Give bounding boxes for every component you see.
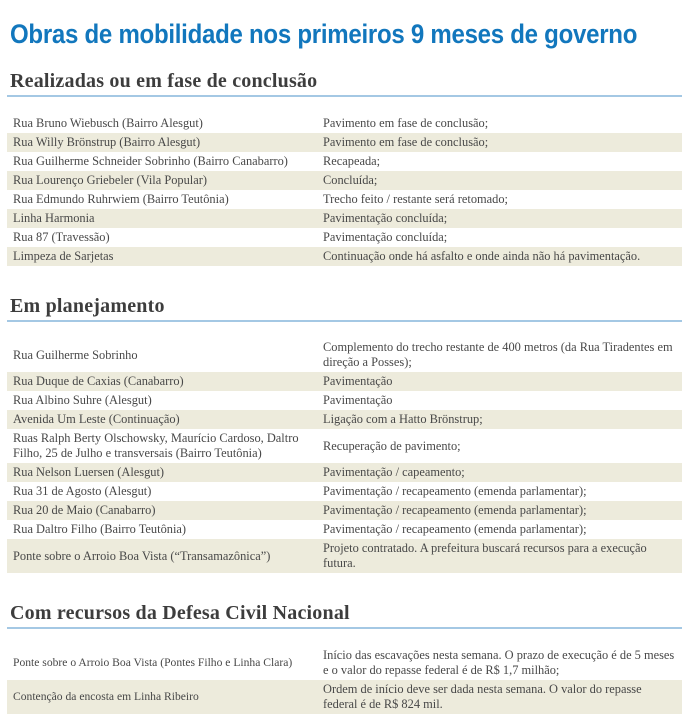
project-name-cell: Rua Guilherme Schneider Sobrinho (Bairro Canabarro)	[13, 153, 288, 168]
project-name-cell: Linha Harmonia	[13, 210, 95, 225]
project-name-cell: Rua Daltro Filho (Bairro Teutônia)	[13, 522, 187, 537]
table-row	[7, 680, 682, 714]
table-row	[7, 171, 682, 190]
project-name-cell: Rua 31 de Agosto (Alesgut)	[13, 484, 152, 499]
section-realizadas	[7, 69, 682, 266]
table-row	[7, 539, 682, 573]
project-name-cell: Rua Duque de Caxias (Canabarro)	[13, 374, 184, 389]
project-status-cell: Pavimentação / capeamento;	[323, 465, 465, 480]
table-row	[7, 209, 682, 228]
project-status-cell: Ligação com a Hatto Brönstrup;	[323, 412, 483, 427]
project-status-cell: Concluída;	[323, 172, 378, 187]
projects-table	[7, 338, 682, 573]
project-name-cell: Rua Albino Suhre (Alesgut)	[13, 393, 152, 408]
project-status-cell: Início das escavações nesta semana. O prazo de execução é de 5 meses e o valor do repasse federal é de R$ 1,7 milhão;	[323, 647, 675, 677]
project-status-cell: Pavimentação concluída;	[323, 229, 448, 244]
project-status-cell: Pavimentação / recapeamento (emenda parlamentar);	[323, 503, 587, 518]
table-row	[7, 410, 682, 429]
project-status-cell: Pavimentação / recapeamento (emenda parlamentar);	[323, 484, 587, 499]
project-status-cell: Recuperação de pavimento;	[323, 438, 461, 453]
project-status-cell: Recapeada;	[323, 153, 381, 168]
project-name-cell: Rua Bruno Wiebusch (Bairro Alesgut)	[13, 115, 203, 130]
project-status-cell: Pavimento em fase de conclusão;	[323, 115, 489, 130]
project-status-cell: Ordem de início deve ser dada nesta semana. O valor do repasse federal é de R$ 824 mil.	[323, 681, 642, 711]
project-name-cell: Rua 20 de Maio (Canabarro)	[13, 503, 156, 518]
table-row	[7, 482, 682, 501]
table-row	[7, 372, 682, 391]
projects-table	[7, 114, 682, 266]
page-title: Obras de mobilidade nos primeiros 9 meses de governo	[10, 19, 638, 49]
project-name-cell: Rua Lourenço Griebeler (Vila Popular)	[13, 172, 207, 187]
table-row	[7, 338, 682, 372]
project-status-cell: Projeto contratado. A prefeitura buscará recursos para a execução futura.	[323, 541, 647, 571]
table-row	[7, 391, 682, 410]
table-row	[7, 247, 682, 266]
project-name-cell: Avenida Um Leste (Continuação)	[13, 412, 180, 427]
project-name-cell: Rua Guilherme Sobrinho	[13, 347, 138, 362]
section-heading: Em planejamento	[7, 294, 682, 322]
project-status-cell: Pavimentação	[323, 374, 393, 389]
project-status-cell: Pavimentação concluída;	[323, 210, 448, 225]
project-status-cell: Trecho feito / restante será retomado;	[323, 191, 508, 206]
project-name-cell: Ponte sobre o Arroio Boa Vista (“Transamazônica”)	[13, 548, 271, 563]
table-row	[7, 228, 682, 247]
project-status-cell: Pavimentação / recapeamento (emenda parlamentar);	[323, 522, 587, 537]
project-status-cell: Pavimento em fase de conclusão;	[323, 134, 489, 149]
project-status-cell: Pavimentação	[323, 393, 393, 408]
section-em-planejamento	[7, 294, 682, 574]
section-heading: Com recursos da Defesa Civil Nacional	[7, 601, 682, 629]
project-name-cell: Ruas Ralph Berty Olschowsky, Maurício Cardoso, Daltro Filho, 25 de Julho e transversais (Bairro Teutônia)	[13, 431, 299, 461]
project-name-cell: Rua 87 (Travessão)	[13, 229, 110, 244]
project-status-cell: Continuação onde há asfalto e onde ainda não há pavimentação.	[323, 248, 641, 263]
project-name-cell: Rua Edmundo Ruhrwiem (Bairro Teutônia)	[13, 191, 229, 206]
project-name-cell: Rua Willy Brönstrup (Bairro Alesgut)	[13, 134, 201, 149]
infographic-page	[7, 19, 682, 714]
project-name-cell: Contenção da encosta em Linha Ribeiro	[13, 690, 199, 704]
project-name-cell: Rua Nelson Luersen (Alesgut)	[13, 465, 165, 480]
table-row	[7, 520, 682, 539]
section-heading: Realizadas ou em fase de conclusão	[7, 69, 682, 97]
table-row	[7, 133, 682, 152]
table-row	[7, 429, 682, 463]
table-row	[7, 152, 682, 171]
project-name-cell: Ponte sobre o Arroio Boa Vista (Pontes Filho e Linha Clara)	[13, 656, 293, 670]
table-row	[7, 114, 682, 133]
project-name-cell: Limpeza de Sarjetas	[13, 248, 114, 263]
section-defesa-civil	[7, 601, 682, 714]
projects-table	[7, 646, 682, 714]
table-row	[7, 646, 682, 680]
table-row	[7, 501, 682, 520]
table-row	[7, 463, 682, 482]
table-row	[7, 190, 682, 209]
project-status-cell: Complemento do trecho restante de 400 metros (da Rua Tiradentes em direção a Posses);	[323, 340, 673, 370]
